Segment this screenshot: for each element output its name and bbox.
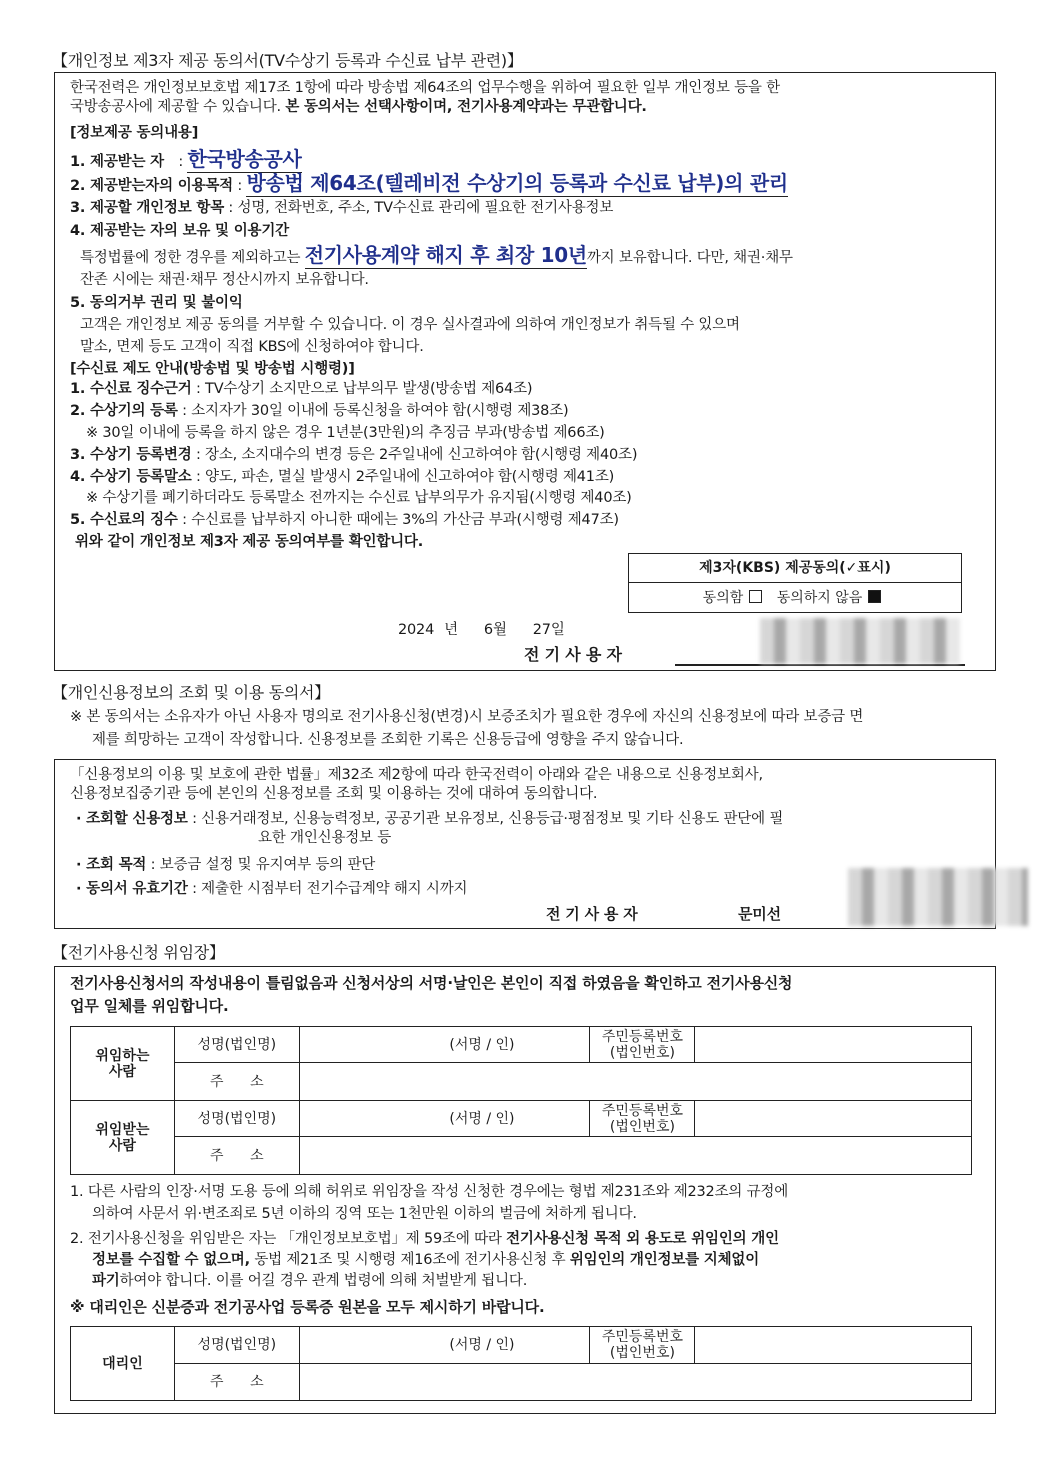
item-4-line-1: 특정법률에 정한 경우를 제외하고는 전기사용계약 해지 후 최장 10년까지 보유합니다. 다만, 채권·채무	[80, 243, 793, 267]
agent-id-field[interactable]	[695, 1327, 972, 1364]
consent-options	[629, 583, 962, 613]
signature-line	[675, 664, 965, 666]
date: 2024 년 6월 27일	[398, 622, 565, 638]
notice-1-line-1: 1. 다른 사람의 인장·서명 도용 등에 의해 허위로 위임장을 작성 신청한 경우에는 형법 제231조와 제232조의 규정에	[70, 1184, 789, 1200]
redacted-signature	[760, 618, 960, 664]
credit-bullet-1: · 조회할 신용정보 : 신용거래정보, 신용능력정보, 공공기관 보유정보, 신용등급·평점정보 및 기타 신용도 판단에 필	[76, 811, 784, 827]
consent-header: 제3자(KBS) 제공동의(✓표시)	[629, 554, 962, 583]
agent-table	[70, 1326, 972, 1401]
item-1: 1. 제공받는 자 : 한국방송공사	[70, 147, 302, 171]
item-4-line-2: 잔존 시에는 채권·채무 정산시까지 보유합니다.	[80, 272, 369, 288]
notice-2-line-1: 2. 전기사용신청을 위임받은 자는 「개인정보보호법」제 59조에 따라 전기사용신청 목적 외 용도로 위임인의 개인	[70, 1231, 779, 1247]
delegator-id-field[interactable]	[695, 1027, 972, 1063]
user-label: 전 기 사 용 자	[524, 645, 622, 664]
delegatee-label: 위임받는 사람	[71, 1101, 175, 1175]
recipient-value: 한국방송공사	[187, 147, 302, 171]
disagree-label: 동의하지 않음	[776, 589, 863, 606]
agent-note: ※ 대리인은 신분증과 전기공사업 등록증 원본을 모두 제시하기 바랍니다.	[70, 1298, 545, 1316]
fee-2-note: ※ 30일 이내에 등록을 하지 않은 경우 1년분(3만원)의 추징금 부과(방송법 제66조)	[86, 425, 605, 441]
fee-2: 2. 수상기의 등록 : 소지자가 30일 이내에 등록신청을 하여야 함(시행령 제38조)	[70, 403, 569, 419]
agent-address-label: 주 소	[174, 1364, 299, 1401]
credit-law-1: 「신용정보의 이용 및 보호에 관한 법률」제32조 제2항에 따라 한국전력이 아래와 같은 내용으로 신용정보회사,	[70, 767, 763, 783]
disagree-checkbox-checked[interactable]	[868, 590, 881, 603]
item-2: 2. 제공받는자의 이용목적 : 방송법 제64조(텔레비전 수상기의 등록과 수신료 납부)의 관리	[70, 171, 788, 195]
item-5-line-1: 고객은 개인정보 제공 동의를 거부할 수 있습니다. 이 경우 실사결과에 의하여 개인정보가 취득될 수 있으며	[80, 317, 740, 333]
redacted-signature-2	[848, 868, 1028, 926]
item-4-label: 4. 제공받는 자의 보유 및 이용기간	[70, 223, 289, 239]
delegatee-name-label: 성명(법인명)	[174, 1101, 299, 1137]
intro-line-2: 국방송공사에 제공할 수 있습니다. 본 동의서는 선택사항이며, 전기사용계약과는 무관합니다.	[70, 99, 647, 115]
credit-bullet-1-l2: 요한 개인신용정보 등	[258, 830, 392, 846]
notice-2-line-3: 파기하여야 합니다. 이를 어길 경우 관계 법령에 의해 처벌받게 됩니다.	[92, 1273, 528, 1289]
section3-title: 【전기사용신청 위임장】	[52, 943, 225, 962]
retention-value: 전기사용계약 해지 후 최장 10년	[304, 243, 587, 267]
sub-heading-fee: [수신료 제도 안내(방송법 및 방송법 시행령)]	[70, 361, 355, 377]
agent-label: 대리인	[71, 1327, 175, 1401]
delegator-id-label: 주민등록번호 (법인번호)	[590, 1027, 695, 1063]
fee-4: 4. 수상기 등록말소 : 양도, 파손, 멸실 발생시 2주일내에 신고하여야 함(시행령 제41조)	[70, 469, 615, 485]
notice-2-line-2: 정보를 수집할 수 없으며, 동법 제21조 및 시행령 제16조에 전기사용신청 후 위임인의 개인정보를 지체없이	[92, 1252, 760, 1268]
agent-id-label: 주민등록번호 (법인번호)	[590, 1327, 695, 1364]
fee-3: 3. 수상기 등록변경 : 장소, 소지대수의 변경 등은 2주일내에 신고하여야 함(시행령 제40조)	[70, 447, 638, 463]
delegation-intro-1: 전기사용신청서의 작성내용이 틀림없음과 신청서상의 서명·날인은 본인이 직접 하였음을 확인하고 전기사용신청	[70, 974, 793, 992]
delegator-table	[70, 1026, 972, 1175]
section2-title: 【개인신용정보의 조회 및 이용 동의서】	[52, 683, 330, 702]
intro-line-1: 한국전력은 개인정보보호법 제17조 1항에 따라 방송법 제64조의 업무수행을 위하여 필요한 일부 개인정보 등을 한	[70, 80, 780, 96]
sub-heading-consent: [정보제공 동의내용]	[70, 125, 199, 141]
item-5-label: 5. 동의거부 권리 및 불이익	[70, 295, 243, 311]
agree-checkbox[interactable]	[749, 590, 762, 603]
item-3: 3. 제공할 개인정보 항목 : 성명, 전화번호, 주소, TV수신료 관리에 필요한 전기사용정보	[70, 200, 614, 216]
delegation-intro-2: 업무 일체를 위임합니다.	[70, 997, 229, 1015]
confirm-text: 위와 같이 개인정보 제3자 제공 동의여부를 확인합니다.	[75, 534, 424, 550]
agree-label: 동의함	[702, 589, 744, 606]
credit-user-label: 전 기 사 용 자	[546, 905, 638, 923]
fee-5: 5. 수신료의 징수 : 수신료를 납부하지 아니한 때에는 3%의 가산금 부과(시행령 제47조)	[70, 512, 619, 528]
delegator-address-field[interactable]	[299, 1063, 971, 1101]
section1-title: 【개인정보 제3자 제공 동의서(TV수상기 등록과 수신료 납부 관련)】	[52, 51, 523, 70]
delegator-name-label: 성명(법인명)	[174, 1027, 299, 1063]
delegator-label: 위임하는 사람	[71, 1027, 175, 1101]
credit-user-name: 문미선	[738, 905, 781, 923]
agent-address-field[interactable]	[299, 1364, 971, 1401]
purpose-value: 방송법 제64조(텔레비전 수상기의 등록과 수신료 납부)의 관리	[246, 171, 788, 195]
agent-sign-field[interactable]: (서명 / 인)	[299, 1327, 590, 1364]
credit-bullet-2: · 조회 목적 : 보증금 설정 및 유지여부 등의 판단	[76, 857, 376, 873]
delegatee-id-field[interactable]	[695, 1101, 972, 1137]
credit-note-2: 제를 희망하는 고객이 작성합니다. 신용정보를 조회한 기록은 신용등급에 영향을 주지 않습니다.	[92, 732, 684, 748]
credit-law-2: 신용정보집중기관 등에 본인의 신용정보를 조회 및 이용하는 것에 대하여 동의합니다.	[70, 786, 598, 802]
fee-4-note: ※ 수상기를 폐기하더라도 등록말소 전까지는 수신료 납부의무가 유지됨(시행령 제40조)	[86, 490, 632, 506]
agent-name-label: 성명(법인명)	[174, 1327, 299, 1364]
consent-table	[628, 553, 962, 613]
credit-bullet-3: · 동의서 유효기간 : 제출한 시점부터 전기수급계약 해지 시까지	[76, 881, 468, 897]
delegatee-address-field[interactable]	[299, 1137, 971, 1175]
fee-1: 1. 수신료 징수근거 : TV수상기 소지만으로 납부의무 발생(방송법 제64조)	[70, 381, 533, 397]
notice-1-line-2: 의하여 사문서 위·변조죄로 5년 이하의 징역 또는 1천만원 이하의 벌금에 처하게 됩니다.	[92, 1206, 637, 1222]
item-5-line-2: 말소, 면제 등도 고객이 직접 KBS에 신청하여야 합니다.	[80, 339, 424, 355]
delegatee-address-label: 주 소	[174, 1137, 299, 1175]
delegator-address-label: 주 소	[174, 1063, 299, 1101]
credit-note-1: ※ 본 동의서는 소유자가 아닌 사용자 명의로 전기사용신청(변경)시 보증조치가 필요한 경우에 자신의 신용정보에 따라 보증금 면	[70, 709, 864, 725]
delegatee-id-label: 주민등록번호 (법인번호)	[590, 1101, 695, 1137]
delegatee-sign-field[interactable]: (서명 / 인)	[299, 1101, 590, 1137]
delegator-sign-field[interactable]: (서명 / 인)	[299, 1027, 590, 1063]
